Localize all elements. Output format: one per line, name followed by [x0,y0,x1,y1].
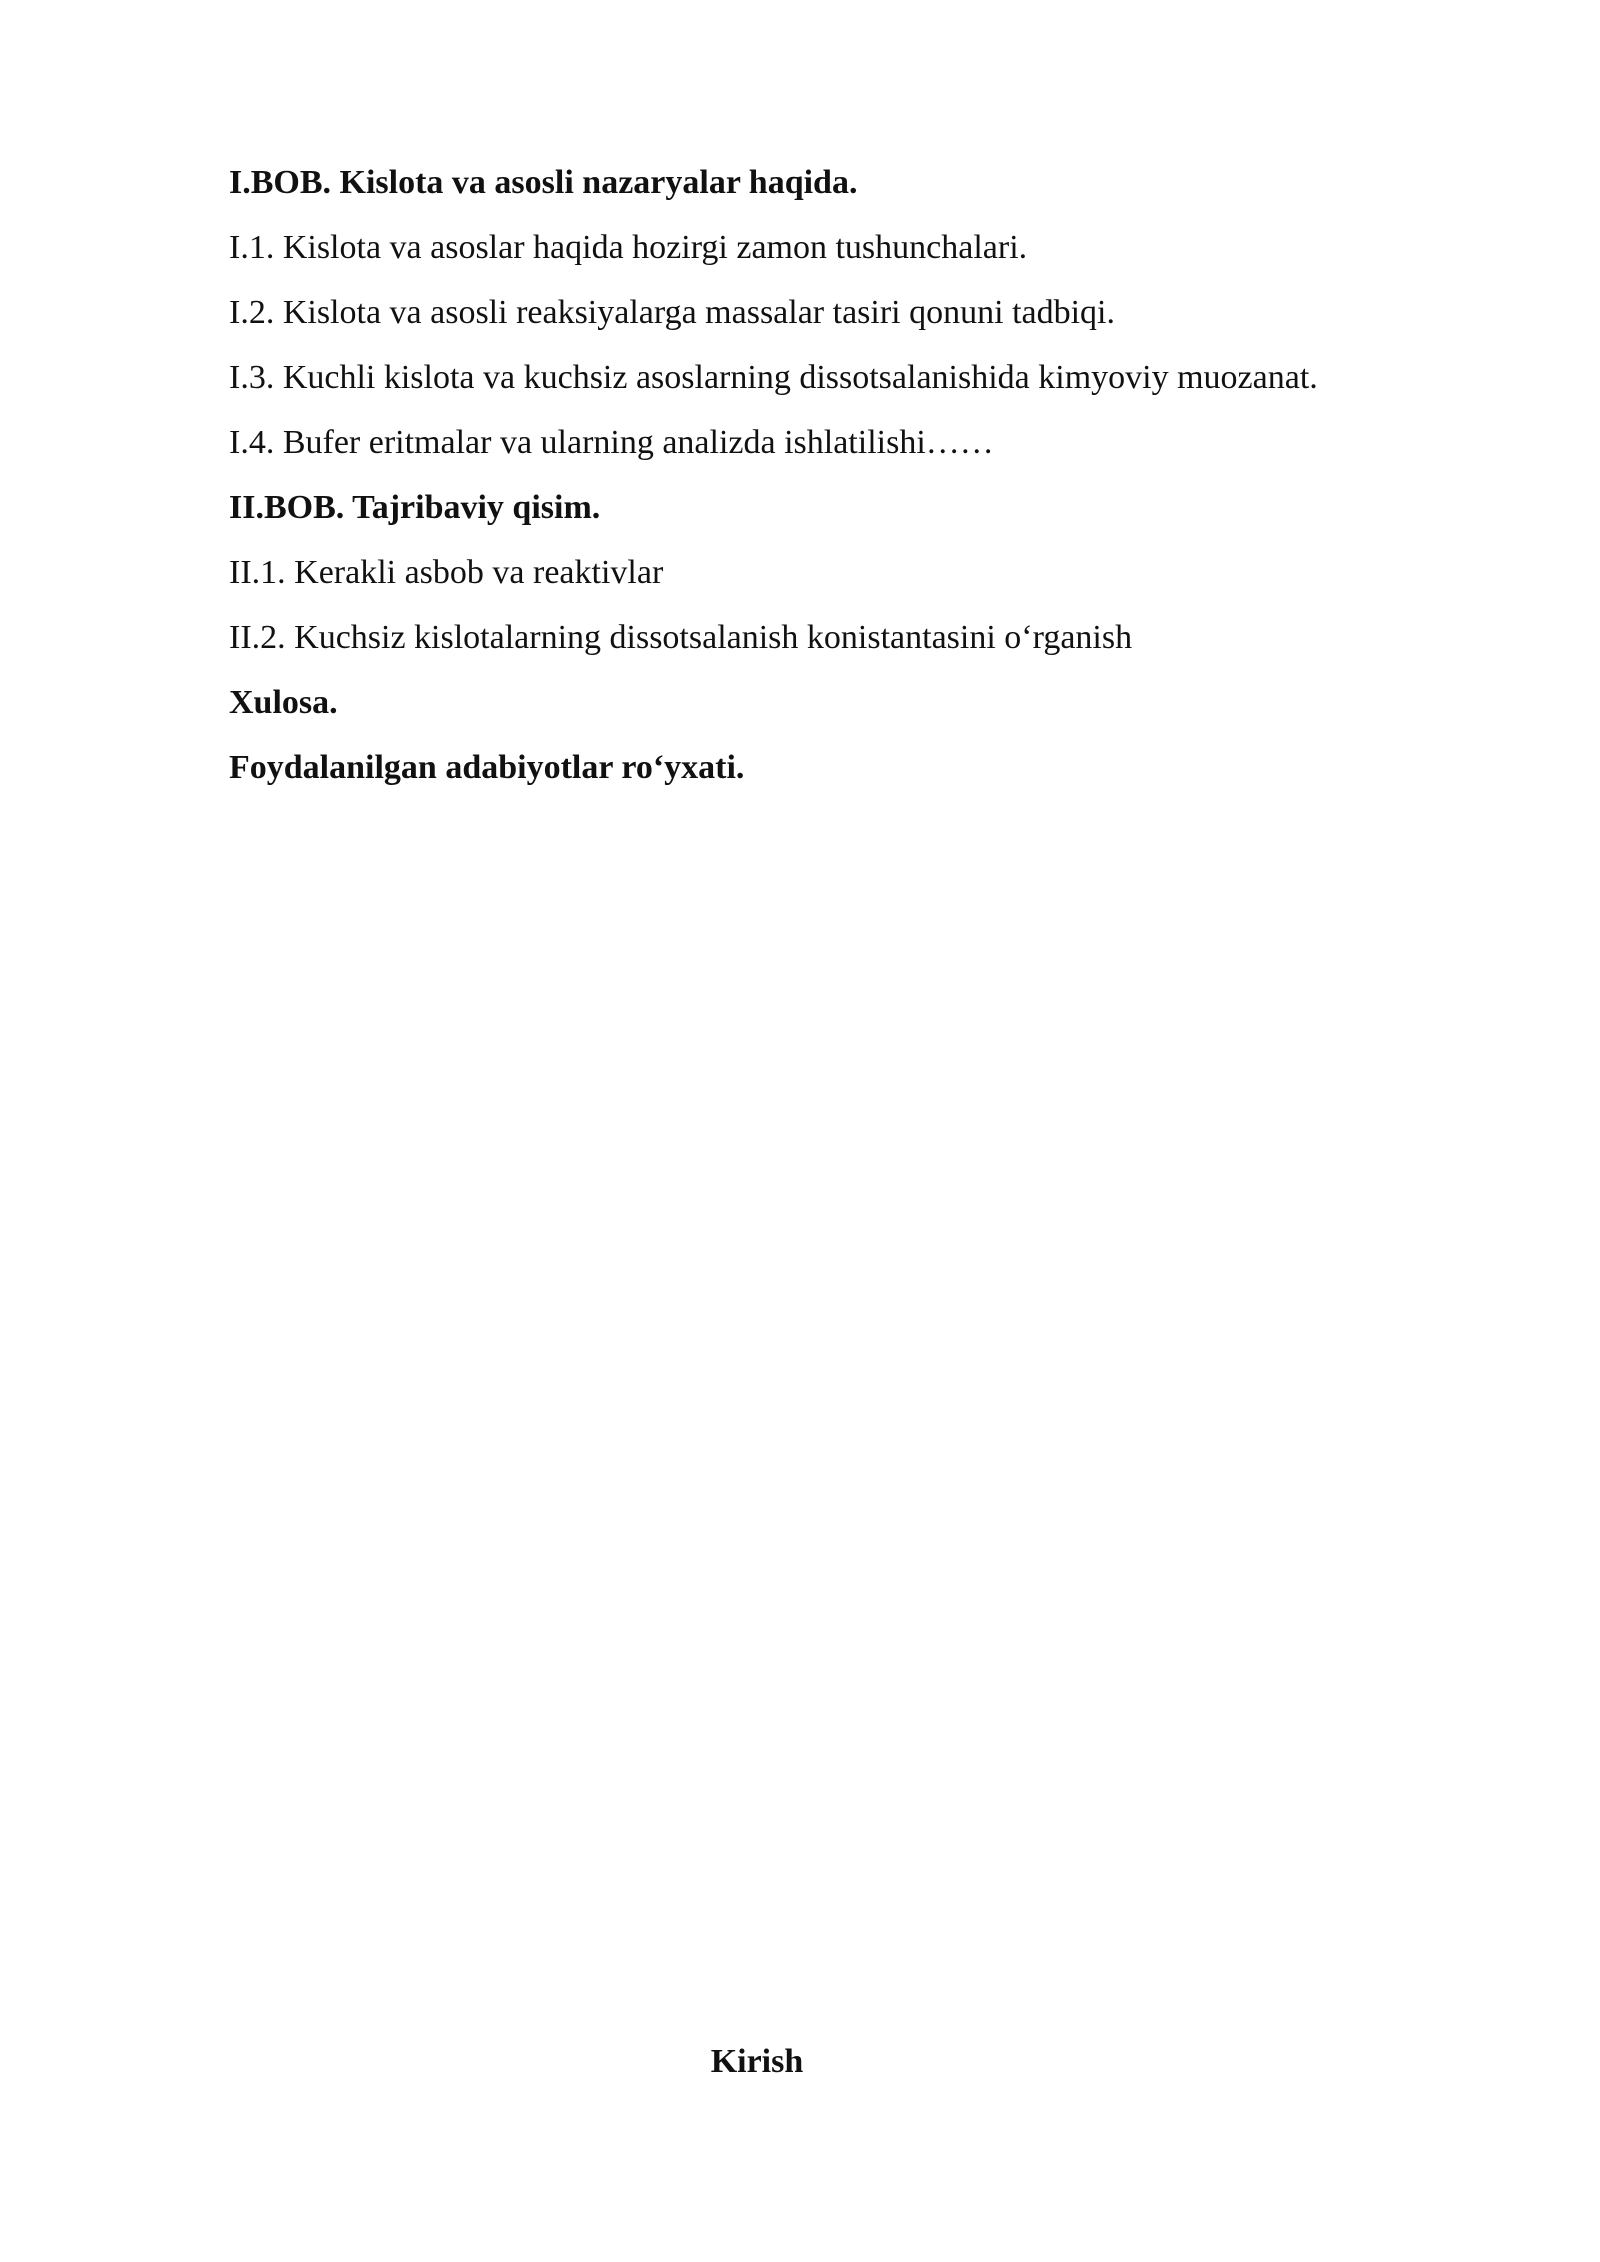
table-of-contents [229,150,1529,800]
toc-chapter-1: I.BOB. Kislota va asosli nazaryalar haqida. [229,164,858,201]
toc-conclusion: Xulosa. [229,684,338,721]
toc-references: Foydalanilgan adabiyotlar ro‘yxati. [229,749,745,786]
toc-chapter-2: II.BOB. Tajribaviy qisim. [229,489,601,526]
section-heading-introduction: Kirish [710,2043,804,2080]
toc-section-1-3: I.3. Kuchli kislota va kuchsiz asoslarning dissotsalanishida kimyoviy muozanat. [229,359,1318,396]
toc-section-2-2: II.2. Kuchsiz kislotalarning dissotsalanish konistantasini o‘rganish [229,619,1133,656]
toc-section-1-4: I.4. Bufer eritmalar va ularning analizda ishlatilishi…… [229,424,994,461]
toc-section-1-1: I.1. Kislota va asoslar haqida hozirgi zamon tushunchalari. [229,229,1028,266]
toc-section-2-1: II.1. Kerakli asbob va reaktivlar [229,554,664,591]
toc-section-1-2: I.2. Kislota va asosli reaksiyalarga massalar tasiri qonuni tadbiqi. [229,294,1115,331]
